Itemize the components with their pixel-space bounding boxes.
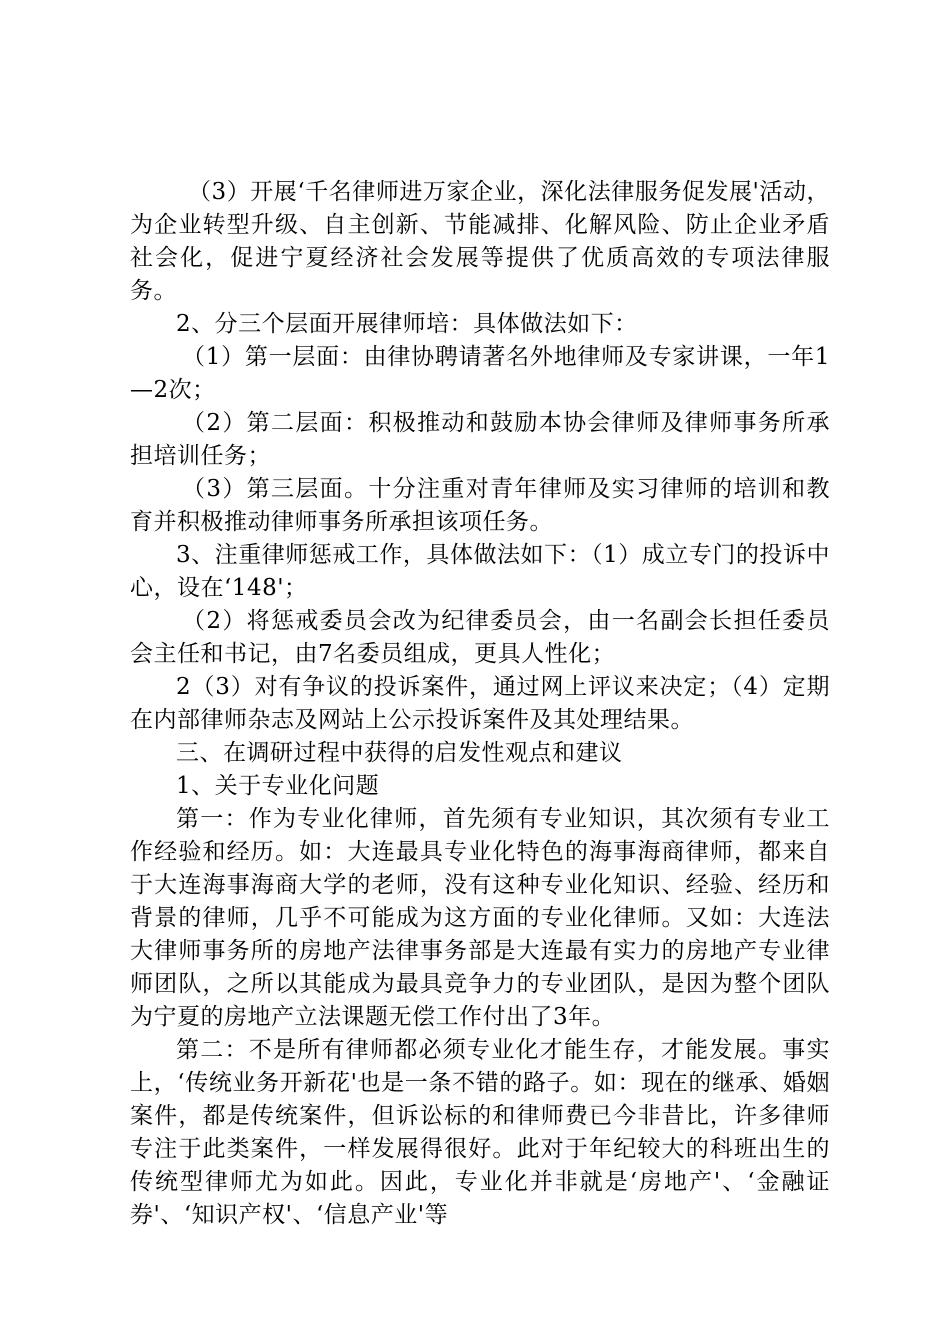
paragraph-2: 2、分三个层面开展律师培：具体做法如下： — [176, 311, 638, 337]
paragraph-1: （3）开展‘千名律师进万家企业，深化法律服务促发展'活动，为企业转型升级、自主创新、节能减排、化解风险、防止企业矛盾社会化，促进宁夏经济社会发展等提供了优质高效的专项法律服务。 — [130, 179, 830, 304]
paragraph-11: 第一：作为专业化律师，首先须有专业知识，其次须有专业工作经验和经历。如：大连最具专业化特色的海事海商律师，都来自于大连海事海商大学的老师，没有这种专业化知识、经验、经历和背景的律师，几乎不可能成为这方面的专业化律师。又如：大连法大律师事务所的房地产法律事务部是大连最有实力的房地产专业律师团队，之所以其能成为最具竞争力的专业团队，是因为整个团队为宁夏的房地产立法课题无偿工作付出了3年。 — [130, 806, 830, 1030]
section-heading: 三、在调研过程中获得的启发性观点和建议 — [176, 740, 623, 766]
paragraph-6: 3、注重律师惩戒工作，具体做法如下：（1）成立专门的投诉中心，设在‘148'； — [130, 542, 830, 601]
paragraph-8: 2（3）对有争议的投诉案件，通过网上评议来决定；（4）定期在内部律师杂志及网站上公示投诉案件及其处理结果。 — [130, 674, 830, 733]
paragraph-3: （1）第一层面：由律协聘请著名外地律师及专家讲课，一年1—2次； — [130, 344, 830, 403]
paragraph-12: 第二：不是所有律师都必须专业化才能生存，才能发展。事实上，‘传统业务开新花'也是一条不错的路子。如：现在的继承、婚姻案件，都是传统案件，但诉讼标的和律师费已今非昔比，许多律师专注于此类案件，一样发展得很好。此对于年纪较大的科班出生的传统型律师尤为如此。因此，专业化并非就是‘房地产'、‘金融证券'、‘知识产权'、‘信息产业'等 — [130, 1037, 830, 1228]
paragraph-5: （3）第三层面。十分注重对青年律师及实习律师的培训和教育并积极推动律师事务所承担该项任务。 — [130, 476, 830, 535]
paragraph-7: （2）将惩戒委员会改为纪律委员会，由一名副会长担任委员会主任和书记，由7名委员组成，更具人性化； — [130, 608, 830, 667]
paragraph-4: （2）第二层面：积极推动和鼓励本协会律师及律师事务所承担培训任务； — [130, 410, 830, 469]
subsection-heading: 1、关于专业化问题 — [176, 773, 380, 799]
document-body — [130, 176, 830, 1232]
